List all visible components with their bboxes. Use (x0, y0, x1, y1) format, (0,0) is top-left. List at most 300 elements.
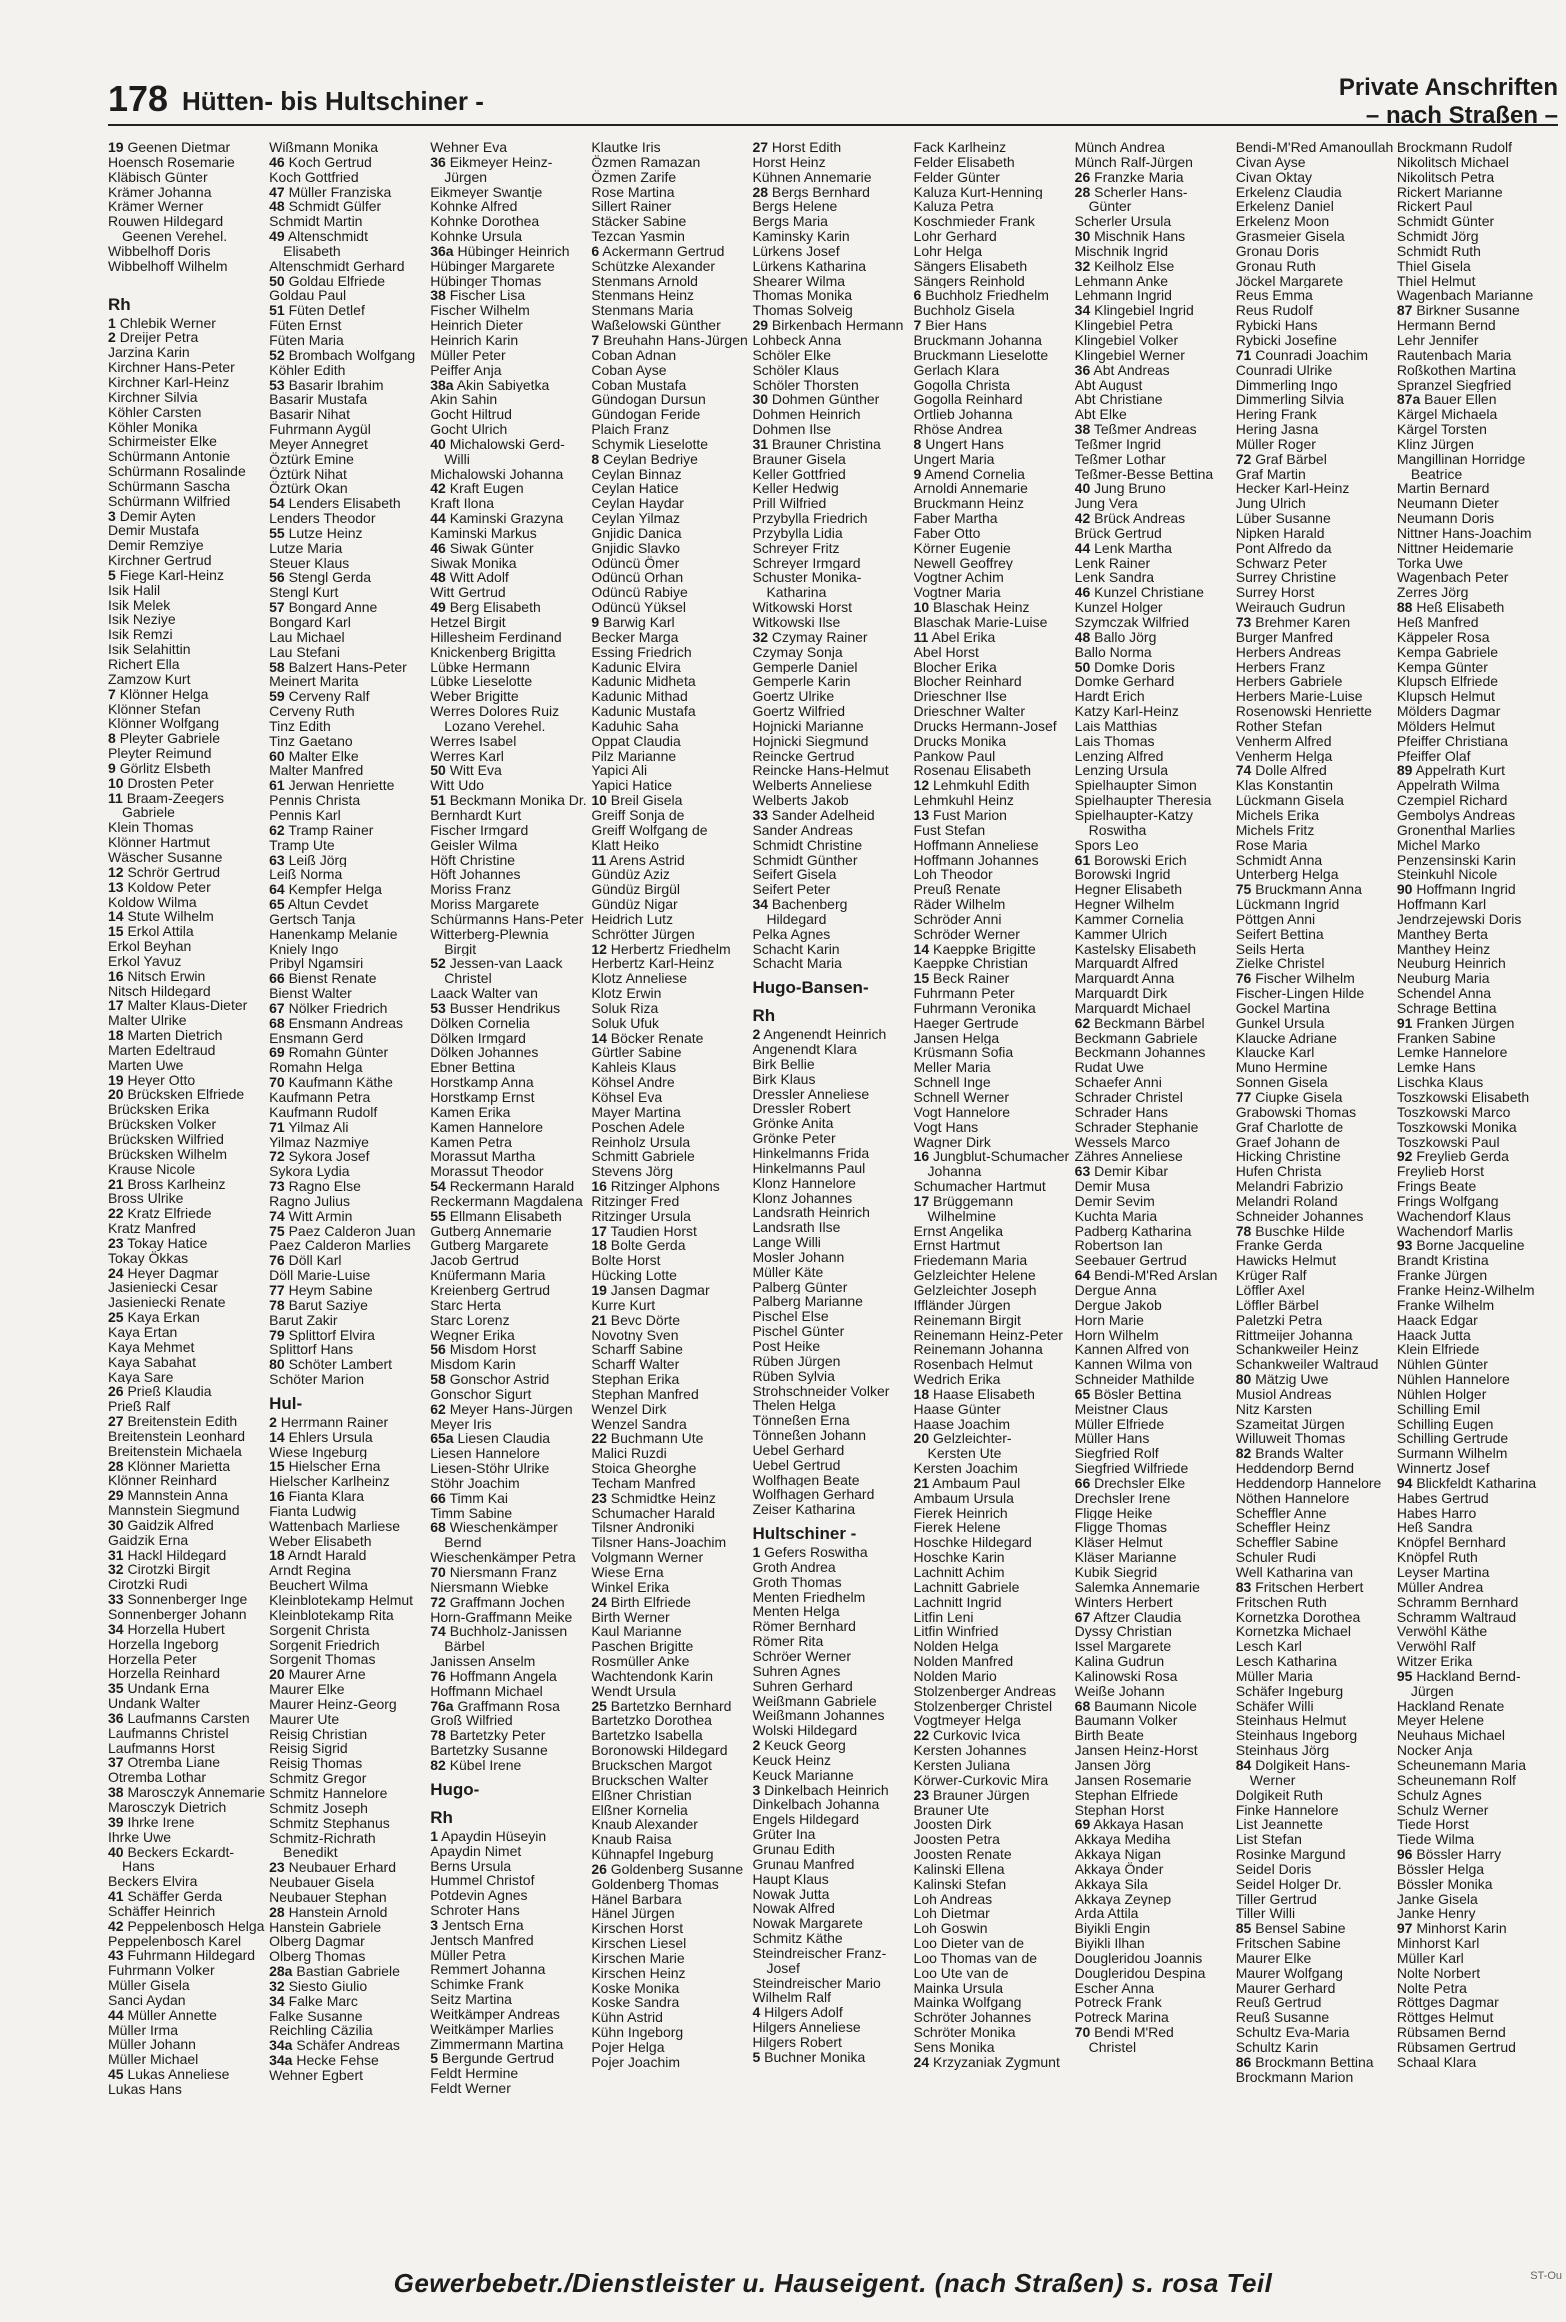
resident-name: Kärgel Michaela (1396, 407, 1498, 423)
resident-name: Schmidt Jörg (1396, 229, 1479, 244)
directory-entry (269, 1328, 426, 1343)
directory-entry (430, 229, 587, 244)
resident-name: Drucks Hermann-Josef (913, 718, 1057, 734)
directory-entry (752, 1205, 909, 1220)
resident-name: Weißmann Gabriele (752, 1693, 877, 1709)
directory-entry (1075, 1342, 1232, 1357)
resident-name: Jansen Rosemarie (1074, 1772, 1192, 1788)
resident-name: Lüber Susanne (1235, 511, 1331, 526)
directory-entry (914, 1001, 1071, 1016)
directory-entry (752, 1220, 909, 1235)
resident-name: Barwig Karl (603, 615, 675, 630)
directory-entry (269, 1548, 426, 1563)
directory-entry (430, 1060, 587, 1075)
resident-name: Hans (122, 1859, 155, 1875)
directory-entry (1236, 1550, 1393, 1565)
house-number: 32 (269, 1978, 285, 1994)
resident-name: Nittner Heidemarie (1396, 540, 1514, 556)
directory-entry (1075, 392, 1232, 407)
house-number: 50 (269, 273, 285, 289)
resident-name: Kühn Astrid (591, 2010, 663, 2026)
directory-entry (914, 1164, 1071, 1179)
resident-name: Jansen Jörg (1074, 1757, 1151, 1773)
directory-entry (269, 674, 426, 689)
resident-name: Schmitz Stephanus (269, 1815, 390, 1831)
resident-name: Bartetzko Bernhard (610, 1698, 732, 1714)
directory-entry (752, 956, 909, 971)
resident-name: Weitkämper Andreas (430, 2006, 560, 2022)
directory-entry (914, 1535, 1071, 1550)
directory-entry (591, 1209, 748, 1224)
resident-name: Bauer Ellen (1424, 392, 1497, 408)
house-number: 2 (752, 1738, 761, 1753)
directory-entry (269, 1608, 426, 1623)
resident-name: Fuhrmann Volker (108, 1963, 215, 1979)
resident-name: Jerwan Henriette (288, 778, 395, 794)
directory-entry (1397, 1402, 1554, 1417)
directory-entry (1075, 1372, 1232, 1387)
directory-entry (914, 1224, 1071, 1239)
resident-name: Beckers Elvira (108, 1874, 198, 1890)
house-number: 32 (752, 629, 769, 645)
house-number: 7 (591, 332, 600, 348)
directory-entry (591, 1862, 748, 1877)
directory-entry (1236, 615, 1393, 630)
directory-entry (269, 185, 426, 200)
resident-name: Schmidt Anna (1235, 852, 1323, 868)
resident-name: Kempfer Helga (288, 882, 382, 898)
house-number: 20 (913, 1431, 930, 1447)
directory-entry (591, 660, 748, 675)
directory-entry (914, 526, 1071, 541)
resident-name: Tokay Hatice (127, 1235, 208, 1251)
resident-name: Tezcan Yasmin (591, 229, 685, 244)
resident-name: Balzert Hans-Peter (288, 659, 407, 675)
directory-entry (752, 1413, 909, 1428)
resident-name: Kläser Marianne (1074, 1550, 1177, 1565)
directory-entry (914, 1847, 1071, 1862)
directory-entry (591, 1773, 748, 1788)
resident-name: Cirotzki Birgit (127, 1562, 210, 1578)
resident-name: Müller Elfriede (1074, 1416, 1165, 1432)
resident-name: Pöttgen Anni (1235, 911, 1316, 927)
resident-name: Nowak Margarete (752, 1916, 863, 1932)
resident-name: Vogt Hans (913, 1119, 979, 1135)
resident-name: Hinkelmanns Paul (752, 1160, 866, 1176)
directory-entry (108, 2023, 265, 2038)
directory-entry (1075, 912, 1232, 927)
directory-entry (914, 1491, 1071, 1506)
resident-name: Schwarz Peter (1235, 555, 1327, 571)
directory-entry (269, 1298, 426, 1313)
directory-entry (108, 1696, 265, 1711)
directory-entry (914, 1060, 1071, 1075)
resident-name: Jansen Heinz-Horst (1074, 1743, 1198, 1758)
directory-entry (1236, 793, 1393, 808)
resident-name: Franke Wilhelm (1396, 1297, 1495, 1313)
directory-entry (914, 452, 1071, 467)
directory-entry (591, 303, 748, 318)
house-number: 1 (430, 1828, 439, 1844)
directory-entry (1236, 1209, 1393, 1224)
directory-entry (752, 689, 909, 704)
house-number: 78 (269, 1297, 285, 1313)
resident-name: Gonschor Astrid (449, 1372, 550, 1387)
directory-entry (1397, 1862, 1554, 1877)
resident-name: Brands Walter (1255, 1446, 1344, 1462)
resident-name: Hübinger Margarete (430, 258, 555, 274)
directory-entry (430, 1135, 587, 1150)
resident-name: Keuck Marianne (752, 1767, 854, 1783)
directory-entry (430, 199, 587, 214)
resident-name: Schrör Gertrud (127, 864, 221, 880)
house-number: 21 (913, 1475, 930, 1491)
resident-name: Litfin Leni (913, 1609, 974, 1625)
directory-entry (1397, 793, 1554, 808)
resident-name: Mayer Martina (591, 1104, 681, 1120)
resident-name: Lutze Maria (269, 540, 343, 556)
house-number: 8 (108, 731, 116, 747)
directory-entry (1397, 452, 1554, 467)
resident-name: Blaschak Marie-Luise (913, 615, 1048, 630)
directory-entry (269, 526, 426, 541)
directory-entry (591, 1268, 748, 1283)
resident-name: Schuster Monika- (752, 570, 862, 586)
directory-entry (591, 496, 748, 511)
directory-entry (591, 1120, 748, 1135)
directory-entry (108, 612, 265, 627)
directory-entry (430, 1859, 587, 1874)
directory-entry (1397, 1995, 1554, 2010)
resident-name: Gocht Hiltrud (430, 407, 512, 423)
directory-entry (752, 140, 909, 155)
directory-entry (914, 1951, 1071, 1966)
resident-name: Heym Sabine (288, 1282, 373, 1298)
directory-entry (269, 1667, 426, 1682)
resident-name: Frings Wolfgang (1396, 1193, 1499, 1209)
resident-name: Brücksken Erika (108, 1102, 210, 1118)
directory-entry (108, 1681, 265, 1696)
house-number: 66 (269, 971, 285, 987)
directory-entry (269, 2068, 426, 2083)
directory-entry (752, 1976, 909, 1991)
resident-name: Salemka Annemarie (1074, 1579, 1200, 1595)
resident-name: Mannstein Siegmund (108, 1503, 240, 1518)
resident-name: Domke Gerhard (1074, 674, 1175, 690)
house-number: 28 (752, 184, 769, 200)
resident-name: Steuer Klaus (269, 555, 350, 571)
resident-name: Brombach Wolfgang (288, 347, 416, 363)
directory-entry (1236, 867, 1393, 882)
directory-entry (1075, 2025, 1232, 2040)
resident-name: Lürkens Josef (752, 243, 840, 259)
directory-entry (914, 897, 1071, 912)
resident-name: Brauner Gisela (752, 451, 846, 467)
house-number: 16 (108, 968, 124, 984)
house-number: 76 (1235, 971, 1252, 987)
resident-name: Meyer Iris (430, 1416, 492, 1432)
house-number: 36 (1074, 362, 1091, 378)
directory-entry (269, 1727, 426, 1742)
resident-name: Demir Sevim (1074, 1193, 1155, 1209)
resident-name: Kühn Ingeborg (591, 2025, 684, 2040)
directory-entry (752, 1634, 909, 1649)
resident-name: Schäfer Andreas (296, 2038, 400, 2054)
resident-name: Kuchta Maria (1074, 1208, 1158, 1224)
directory-entry (269, 496, 426, 511)
directory-entry (914, 170, 1071, 185)
resident-name: Bernhardt Kurt (430, 807, 522, 823)
directory-entry (1075, 1149, 1232, 1164)
house-number: 1 (752, 1545, 761, 1560)
directory-entry (269, 214, 426, 229)
directory-entry (914, 1476, 1071, 1491)
directory-entry (1397, 288, 1554, 303)
resident-name: Nikolitsch Petra (1396, 169, 1495, 185)
resident-name: Ceylan Bedriye (603, 451, 698, 467)
resident-name: Steinkuhl Nicole (1396, 867, 1498, 883)
resident-name: Reuß Gertrud (1235, 1995, 1322, 2011)
directory-entry (591, 630, 748, 645)
directory-entry (108, 598, 265, 613)
house-number: 28a (269, 1964, 293, 1979)
directory-entry (1075, 1001, 1232, 1016)
directory-entry (1397, 407, 1554, 422)
resident-name: Ernst Angelika (913, 1223, 1004, 1239)
resident-name: Meyer Helene (1396, 1713, 1485, 1729)
resident-name: Verwöhl Ralf (1396, 1639, 1476, 1655)
resident-name: Brockmann Marion (1235, 2069, 1354, 2085)
section-title-line2: – nach Straßen – (1365, 102, 1558, 129)
resident-name: Hummel Christof (430, 1873, 535, 1889)
directory-entry (430, 170, 587, 185)
directory-entry (752, 912, 909, 927)
directory-entry (430, 1639, 587, 1654)
resident-name: Müller Andrea (1396, 1579, 1484, 1595)
resident-name: Drechsler Elke (1094, 1475, 1186, 1491)
directory-entry (430, 1699, 587, 1714)
resident-name: Herbers Franz (1235, 659, 1326, 675)
directory-entry (914, 1906, 1071, 1921)
directory-entry (914, 1743, 1071, 1758)
house-number: 28 (108, 1458, 124, 1474)
resident-name: Scharff Walter (591, 1357, 680, 1373)
directory-entry (108, 1295, 265, 1310)
directory-entry (1236, 392, 1393, 407)
resident-name: Stephan Horst (1074, 1802, 1165, 1818)
resident-name: Heyer Dagmar (127, 1265, 219, 1281)
directory-entry (108, 1978, 265, 1993)
resident-name: Dohmen Ilse (752, 422, 832, 437)
resident-name: Hillesheim Ferdinand (430, 629, 562, 645)
directory-entry (752, 838, 909, 853)
resident-name: Goldenberg Susanne (610, 1861, 744, 1877)
resident-name: Hoffmann Johannes (913, 852, 1039, 868)
directory-entry (752, 1309, 909, 1324)
resident-name: Löffler Bärbel (1235, 1297, 1319, 1313)
resident-name: Heidrich Lutz (591, 911, 674, 927)
directory-entry (1236, 1906, 1393, 1921)
resident-name: Neubauer Erhard (288, 1860, 396, 1876)
directory-entry (430, 1610, 587, 1625)
directory-entry (914, 229, 1071, 244)
directory-entry (269, 1964, 426, 1979)
resident-name: Grunau Manfred (752, 1856, 855, 1872)
directory-entry (1236, 912, 1393, 927)
directory-entry (269, 1224, 426, 1239)
house-number: 17 (108, 998, 124, 1014)
resident-name: Waßelowski Günther (591, 318, 721, 333)
resident-name: Birth Werner (591, 1609, 670, 1625)
directory-entry (914, 1417, 1071, 1432)
resident-name: Bartetzko Isabella (591, 1728, 703, 1744)
resident-name: Öztürk Nihat (269, 466, 347, 482)
resident-name: Schmitz Hannelore (269, 1785, 388, 1801)
directory-entry (1236, 556, 1393, 571)
resident-name: Kniely Ingo (269, 941, 339, 957)
directory-entry (269, 942, 426, 957)
resident-name: Dyssy Christian (1074, 1624, 1172, 1640)
resident-name: Nolte Norbert (1396, 1965, 1481, 1981)
directory-entry (914, 1565, 1071, 1580)
directory-entry (108, 494, 265, 509)
resident-name: Bernd (444, 1535, 482, 1551)
directory-entry (108, 259, 265, 274)
resident-name: Volgmann Werner (591, 1550, 704, 1565)
resident-name: Kurre Kurt (591, 1297, 656, 1313)
directory-entry (1075, 1506, 1232, 1521)
directory-entry (591, 422, 748, 437)
directory-entry (1236, 956, 1393, 971)
resident-name: Malter Elke (288, 748, 359, 764)
resident-name: Gockel Martina (1235, 1000, 1330, 1016)
resident-name: Mischnik Ingrid (1074, 243, 1169, 259)
resident-name: Suhren Gerhard (752, 1678, 853, 1694)
directory-entry (269, 600, 426, 615)
directory-entry (1397, 823, 1554, 838)
resident-name: Kärgel Torsten (1396, 422, 1487, 437)
directory-entry (914, 971, 1071, 986)
directory-entry (914, 1758, 1071, 1773)
directory-entry (1397, 333, 1554, 348)
directory-entry (914, 585, 1071, 600)
resident-name: Haase Joachim (913, 1416, 1011, 1432)
resident-name: Maurer Wolfgang (1235, 1965, 1343, 1981)
directory-entry (1236, 185, 1393, 200)
directory-entry (1075, 1550, 1232, 1565)
directory-entry (752, 823, 909, 838)
resident-name: Kamen Hannelore (430, 1119, 544, 1135)
directory-entry (1075, 1847, 1232, 1862)
resident-name: Steindreischer Mario (752, 1975, 881, 1991)
resident-name: Akkaya Mediha (1074, 1832, 1171, 1848)
resident-name: Bruckmann Johanna (913, 332, 1042, 348)
house-number: 32 (108, 1562, 124, 1578)
house-number: 6 (591, 243, 600, 259)
directory-entry (269, 1638, 426, 1653)
directory-entry (1397, 1550, 1554, 1565)
resident-name: Hecke Fehse (296, 2053, 379, 2068)
resident-name: Tönneßen Johann (752, 1428, 867, 1443)
directory-entry (752, 556, 909, 571)
house-number: 52 (430, 956, 446, 972)
resident-name: Pelka Agnes (752, 926, 831, 942)
directory-entry (591, 229, 748, 244)
resident-name: Gündüz Nigar (591, 897, 678, 912)
directory-entry (752, 526, 909, 541)
resident-name: Lohr Helga (913, 243, 983, 259)
directory-entry (430, 1873, 587, 1888)
resident-name: Lange Willi (752, 1235, 821, 1250)
resident-name: Kleinblotekamp Helmut (269, 1593, 414, 1608)
directory-entry (591, 407, 748, 422)
resident-name: Römer Rita (752, 1634, 824, 1649)
directory-entry (1075, 348, 1232, 363)
directory-entry (1397, 1906, 1554, 1921)
resident-name: Katharina (766, 585, 827, 601)
resident-name: Sykora Lydia (269, 1164, 350, 1180)
resident-name: Koch Gottfried (269, 169, 359, 185)
directory-entry (269, 971, 426, 986)
resident-name: Wiese Erna (591, 1565, 664, 1580)
resident-name: Przybylla Lidia (752, 525, 843, 541)
directory-entry (1236, 1135, 1393, 1150)
directory-entry (1397, 1253, 1554, 1268)
resident-name: Witterberg-Plewnia (430, 926, 549, 942)
house-number: 76 (269, 1253, 285, 1269)
directory-entry (591, 1402, 748, 1417)
directory-entry (1236, 1016, 1393, 1031)
directory-entry (430, 1253, 587, 1268)
resident-name: Steinhaus Ingeborg (1235, 1728, 1358, 1744)
resident-name: Loo Dieter van de (913, 1936, 1025, 1951)
directory-entry (914, 1580, 1071, 1595)
directory-entry (752, 1649, 909, 1664)
resident-name: Grönke Peter (752, 1131, 836, 1146)
directory-entry (1397, 1936, 1554, 1951)
directory-entry (1236, 942, 1393, 957)
resident-name: Loh Goswin (913, 1921, 988, 1937)
resident-name: Bergs Bernhard (771, 184, 870, 200)
directory-entry (1397, 882, 1554, 897)
house-number: 58 (430, 1372, 446, 1387)
resident-name: Kaminski Markus (430, 525, 537, 541)
resident-name: Bössler Helga (1396, 1861, 1485, 1877)
resident-name: Kläbisch Günter (108, 169, 208, 185)
resident-name: Marquardt Anna (1074, 971, 1175, 987)
directory-entry (914, 674, 1071, 689)
house-number: 19 (591, 1282, 607, 1298)
resident-name: Kaul Marianne (591, 1624, 682, 1640)
directory-entry (591, 1684, 748, 1699)
house-number: 31 (752, 436, 769, 452)
resident-name: Hoffmann Ingrid (1416, 882, 1516, 898)
resident-name: Zielke Christel (1235, 956, 1325, 972)
directory-entry (108, 969, 265, 984)
directory-entry (752, 1369, 909, 1384)
resident-name: Werner (1249, 1772, 1296, 1788)
directory-entry (752, 244, 909, 259)
directory-entry (269, 1459, 426, 1474)
resident-name: Joosten Renate (913, 1847, 1012, 1862)
resident-name: Wißmann Monika (269, 140, 379, 155)
resident-name: Lachnitt Achim (913, 1565, 1005, 1580)
directory-entry (914, 1194, 1071, 1209)
resident-name: List Stefan (1235, 1832, 1302, 1848)
directory-entry (1397, 1520, 1554, 1535)
resident-name: Keilholz Else (1094, 258, 1175, 274)
resident-name: Demir Musa (1074, 1179, 1151, 1194)
